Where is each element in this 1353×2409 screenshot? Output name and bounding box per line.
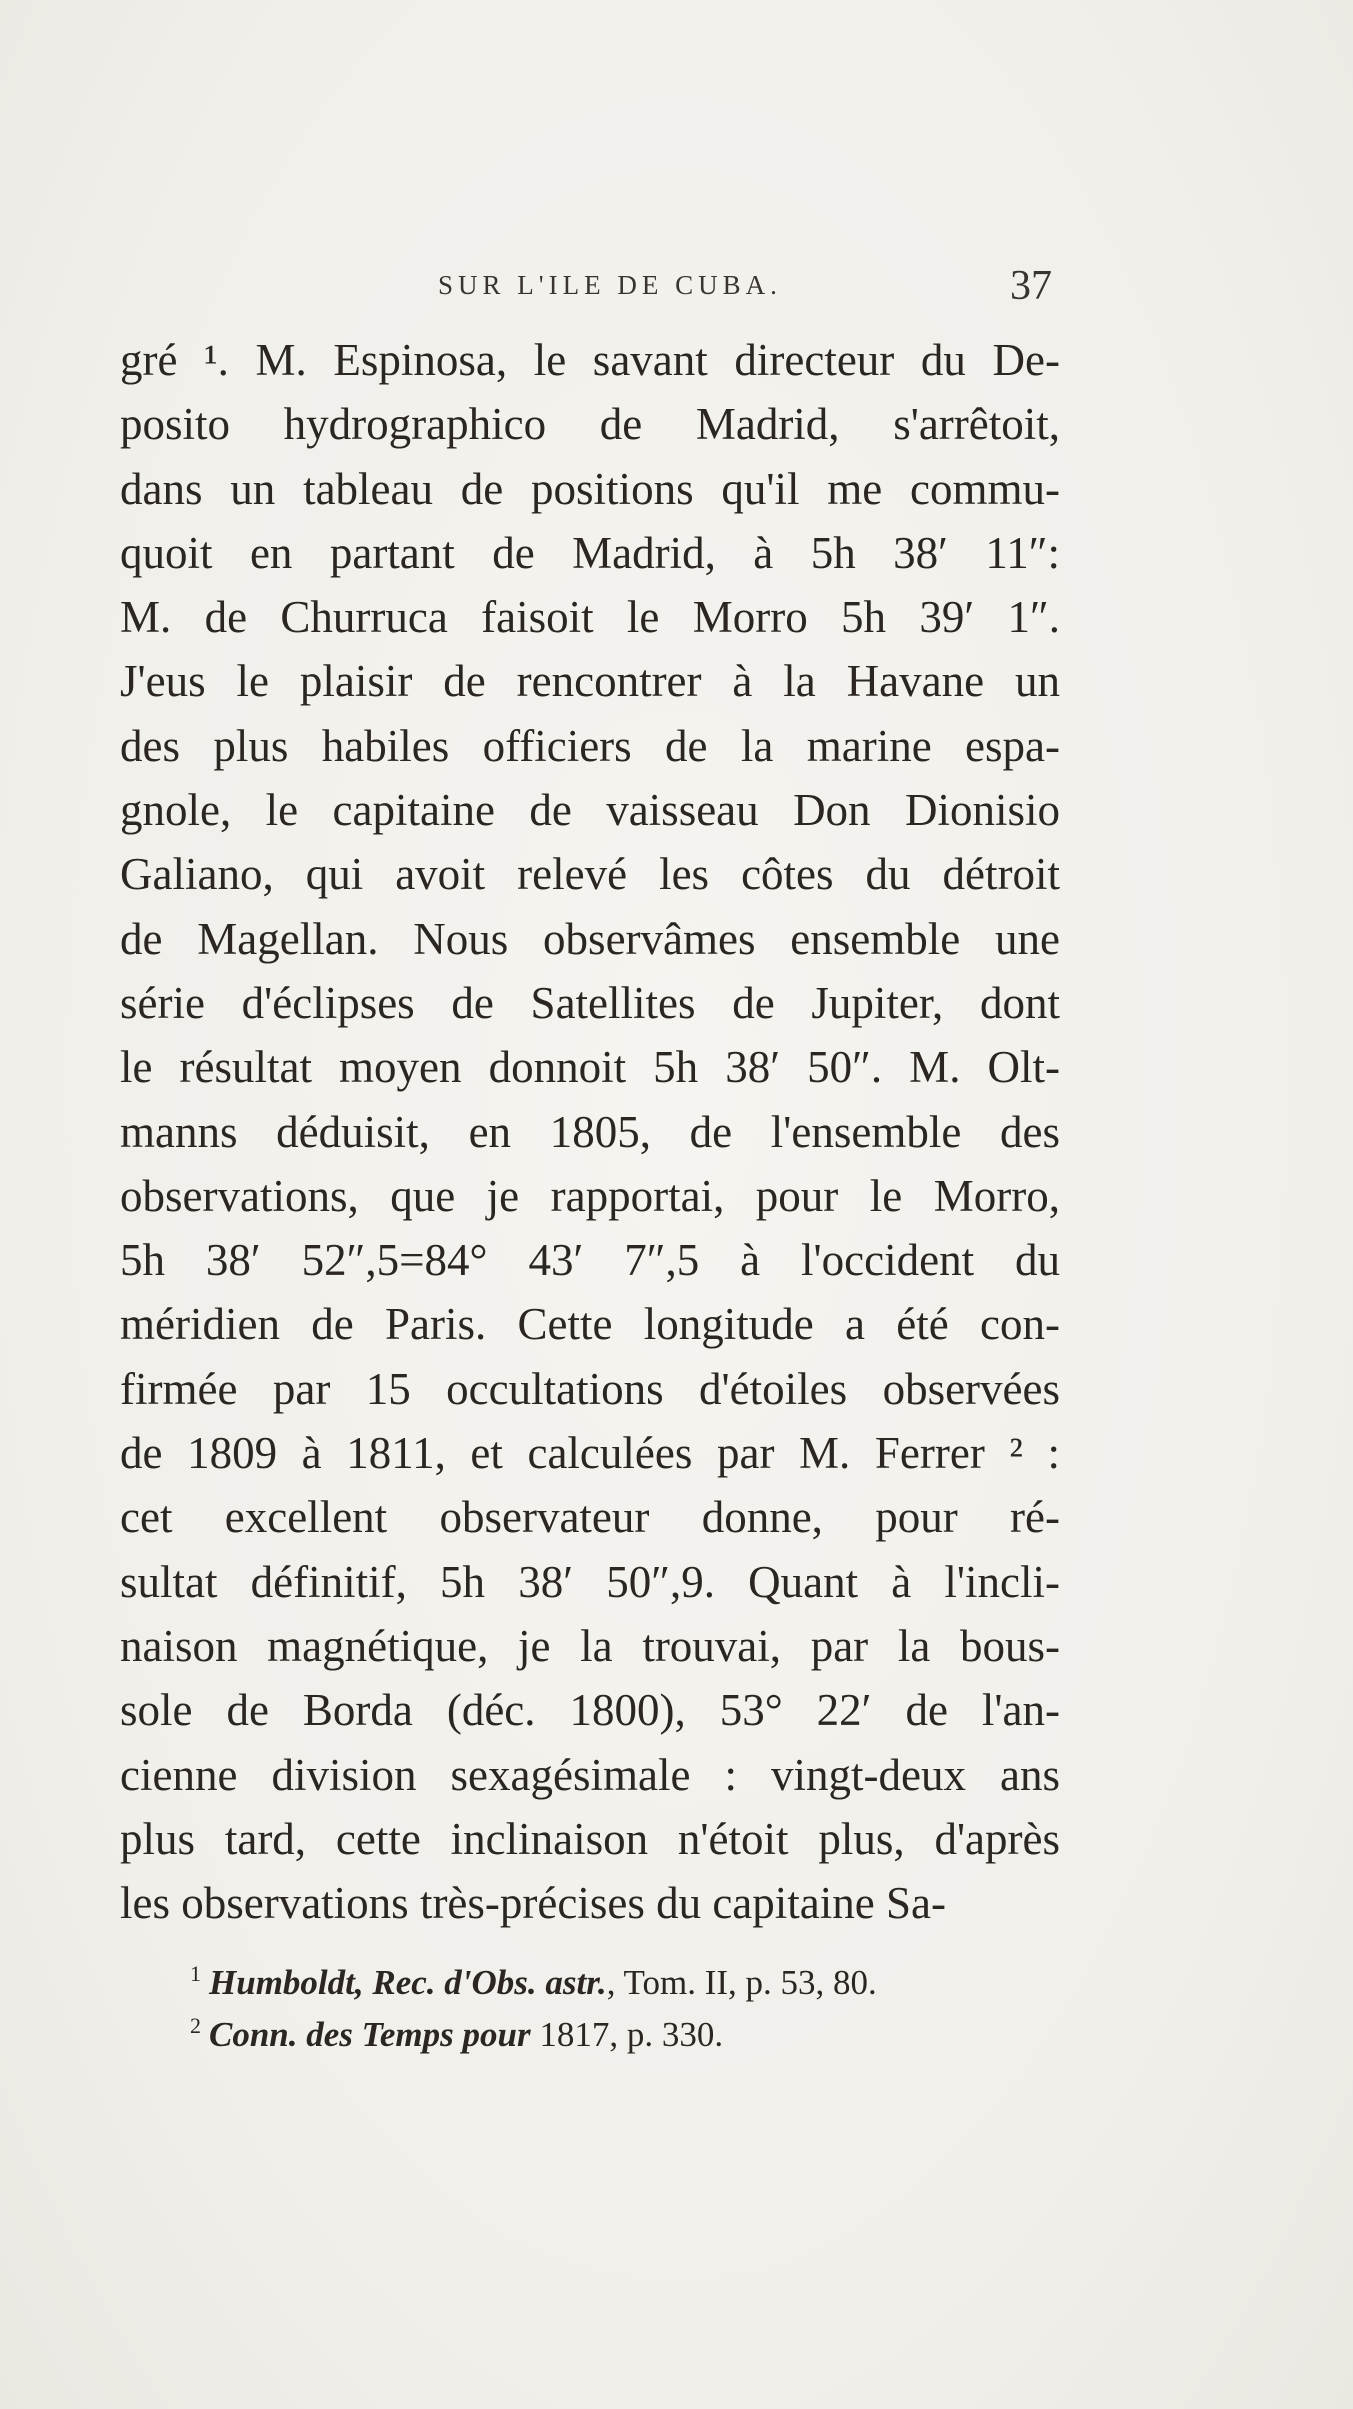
text-line: les observations très-précises du capitaine Sa- <box>120 1878 946 1929</box>
footnote-marker: 2 <box>190 2013 201 2039</box>
text-line: firmée par 15 occultations d'étoiles observées <box>120 1363 1060 1414</box>
text-line: sole de Borda (déc. 1800), 53° 22′ de l'an- <box>120 1685 1060 1736</box>
text-line: de Magellan. Nous observâmes ensemble une <box>120 913 1060 964</box>
page-number: 37 <box>1010 263 1052 309</box>
text-line: posito hydrographico de Madrid, s'arrêtoit, <box>120 399 1060 450</box>
text-line: le résultat moyen donnoit 5h 38′ 50″. M. Olt- <box>120 1042 1060 1093</box>
text-line: sultat définitif, 5h 38′ 50″,9. Quant à l'incli- <box>120 1556 1060 1607</box>
text-line: observations, que je rapportai, pour le Morro, <box>120 1170 1060 1221</box>
text-line: de 1809 à 1811, et calculées par M. Ferrer ² : <box>120 1428 1060 1479</box>
text-line: des plus habiles officiers de la marine espa- <box>120 720 1060 771</box>
footnote-marker: 1 <box>190 1961 201 1987</box>
footnote-detail: , Tom. II, p. 53, 80. <box>606 1963 877 2002</box>
text-line: plus tard, cette inclinaison n'étoit plus, d'après <box>120 1813 1060 1864</box>
text-line: J'eus le plaisir de rencontrer à la Havane un <box>120 656 1060 707</box>
text-line: 5h 38′ 52″,5=84° 43′ 7″,5 à l'occident du <box>120 1235 1060 1286</box>
text-line: quoit en partant de Madrid, à 5h 38′ 11″: <box>120 527 1060 578</box>
footnote <box>190 1957 1070 2009</box>
text-line: gré ¹. M. Espinosa, le savant directeur du De- <box>120 335 1060 385</box>
text-line: série d'éclipses de Satellites de Jupiter, dont <box>120 977 1060 1028</box>
footnote-detail: 1817, p. 330. <box>530 2015 724 2054</box>
text-line: manns déduisit, en 1805, de l'ensemble des <box>120 1106 1060 1157</box>
text-line: cet excellent observateur donne, pour ré- <box>120 1492 1060 1543</box>
body-text <box>120 328 1060 1935</box>
text-line: gnole, le capitaine de vaisseau Don Dionisio <box>120 785 1060 836</box>
text-line: cienne division sexagésimale : vingt-deux ans <box>120 1749 1060 1800</box>
text-line: naison magnétique, je la trouvai, par la bous- <box>120 1620 1060 1671</box>
footnotes <box>190 1957 1070 2061</box>
page-header <box>120 262 1080 322</box>
text-line: méridien de Paris. Cette longitude a été con- <box>120 1299 1060 1350</box>
footnote-citation: Conn. des Temps pour <box>209 2015 531 2054</box>
footnote-citation: Humboldt, Rec. d'Obs. astr. <box>209 1963 607 2002</box>
footnote <box>190 2009 1070 2061</box>
running-title: SUR L'ILE DE CUBA. <box>438 270 782 300</box>
text-line: Galiano, qui avoit relevé les côtes du détroit <box>120 849 1060 900</box>
text-line: M. de Churruca faisoit le Morro 5h 39′ 1″. <box>120 592 1060 643</box>
text-line: dans un tableau de positions qu'il me commu- <box>120 463 1060 514</box>
